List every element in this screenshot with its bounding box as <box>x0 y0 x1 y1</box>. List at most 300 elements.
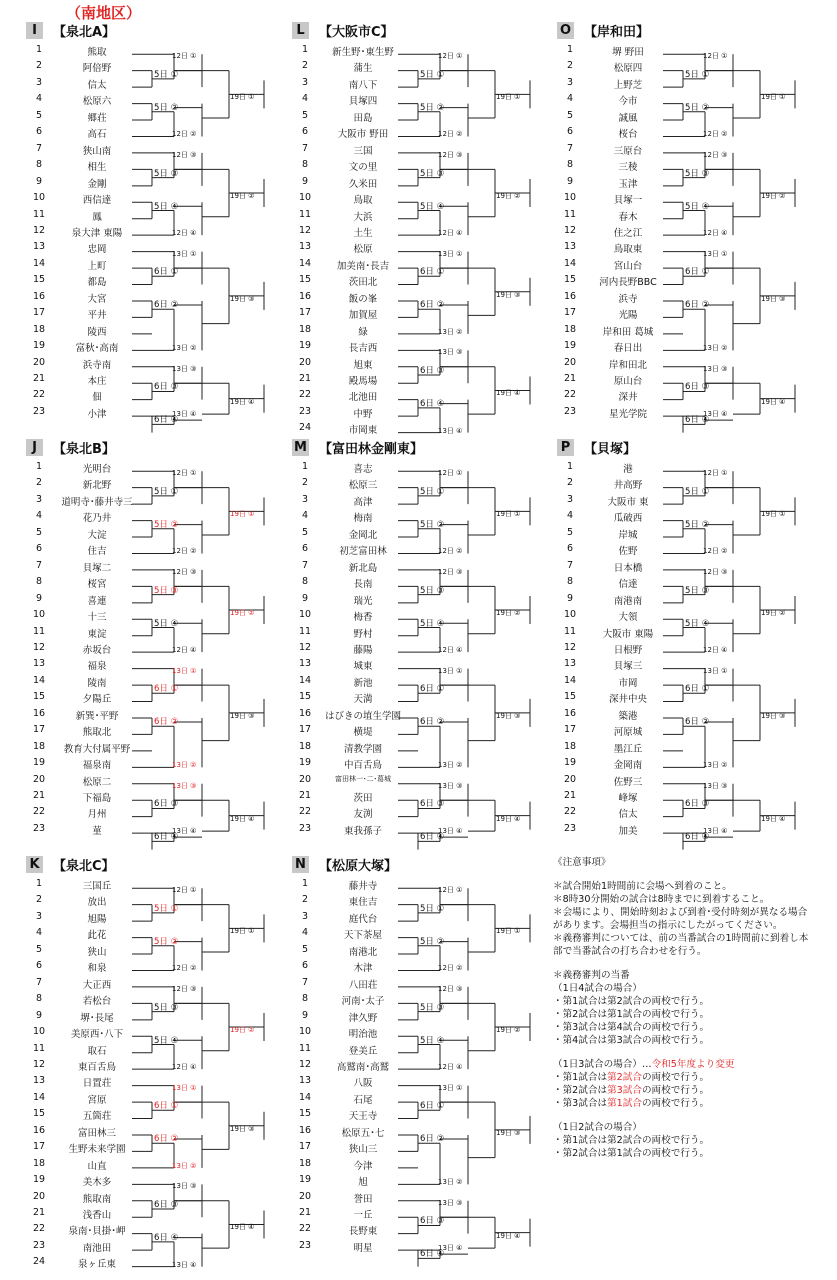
school-name: 東我孫子 <box>343 825 382 837</box>
school-name: 日本橋 <box>613 562 643 574</box>
school-name: 新生野･東生野 <box>332 47 394 58</box>
school-name: 津久野 <box>348 1012 378 1024</box>
match-date-label: 13日 ③ <box>172 364 197 373</box>
school-name: はびきの埴生学園 <box>324 710 401 722</box>
match-date-label: 13日 ③ <box>438 348 463 357</box>
seed-number: 6 <box>35 960 43 972</box>
school-name: 北池田 <box>348 392 378 404</box>
school-name: 下福島 <box>82 793 112 804</box>
seed-number: 21 <box>298 373 312 384</box>
school-name: 長吉西 <box>348 343 378 355</box>
match-date-label: 19日 ② <box>761 609 786 618</box>
seed-number: 18 <box>32 740 46 752</box>
seed-number: 14 <box>32 674 46 686</box>
school-name: 佃 <box>92 392 102 404</box>
match-date-label: 6日 ① <box>154 267 179 278</box>
match-date-label: 12日 ④ <box>172 1063 197 1072</box>
seed-number: 11 <box>298 625 312 637</box>
seed-number: 4 <box>566 510 574 522</box>
school-name: 瑞光 <box>353 595 373 607</box>
school-name: 狭山三 <box>348 1144 378 1156</box>
seed-number: 19 <box>298 757 312 769</box>
seed-number: 14 <box>563 674 577 686</box>
match-date-label: 19日 ① <box>496 927 521 936</box>
school-name: 高津 <box>353 496 373 508</box>
seed-number: 7 <box>566 142 574 154</box>
school-name: 新巽･平野 <box>75 710 119 722</box>
seed-number: 5 <box>35 526 43 538</box>
school-name: 此花 <box>87 930 107 942</box>
school-name: 加美南･長吉 <box>336 260 390 272</box>
match-date-label: 5日 ① <box>154 486 179 497</box>
school-name: 大阪市 野田 <box>337 129 389 141</box>
school-name: 南池田 <box>82 1242 112 1254</box>
block-letter: L <box>292 22 309 39</box>
seed-number: 13 <box>563 658 577 670</box>
school-name: 三稜 <box>618 162 638 174</box>
seed-number: 23 <box>32 822 46 834</box>
match-date-label: 5日 ③ <box>420 168 445 179</box>
duty-title: ＊義務審判の当番 <box>553 970 630 981</box>
seed-number: 23 <box>563 822 577 834</box>
seed-number: 13 <box>298 1075 312 1087</box>
seed-number: 23 <box>563 405 577 417</box>
seed-number: 16 <box>563 290 577 302</box>
school-name: 山直 <box>87 1160 107 1172</box>
seed-number: 18 <box>32 1157 46 1169</box>
match-date-label: 13日 ② <box>438 761 463 770</box>
seed-number: 2 <box>566 477 574 489</box>
seed-number: 12 <box>32 224 46 236</box>
seed-number: 11 <box>32 1042 46 1054</box>
match-date-label: 5日 ④ <box>420 201 445 212</box>
school-name: 大阪市 東 <box>607 496 649 508</box>
seed-number: 3 <box>35 910 43 922</box>
match-date-label: 5日 ① <box>420 486 445 497</box>
school-name: 南八下 <box>348 79 378 91</box>
match-date-label: 19日 ② <box>230 192 255 201</box>
block-letter: I <box>26 22 43 39</box>
match-date-label: 12日 ① <box>438 469 463 478</box>
seed-number: 10 <box>298 192 312 204</box>
seed-number: 15 <box>298 274 312 286</box>
school-name: 緑 <box>358 326 368 338</box>
school-name: 今市 <box>618 96 638 108</box>
seed-number: 8 <box>301 576 309 588</box>
school-name: 金岡北 <box>348 529 378 541</box>
school-name: 茨田北 <box>348 277 378 289</box>
school-name: 蒲生 <box>353 63 373 75</box>
seed-number: 1 <box>35 878 43 889</box>
match-date-label: 13日 ④ <box>438 426 463 435</box>
match-date-label: 12日 ② <box>703 130 728 139</box>
school-name: 高石 <box>87 129 107 141</box>
school-name: 旭 <box>358 1177 368 1189</box>
school-name: 菫 <box>92 825 102 837</box>
school-name: 大阪市 東陽 <box>602 628 654 640</box>
seed-number: 13 <box>32 658 46 670</box>
school-name: 星光学院 <box>608 408 647 420</box>
match-date-label: 5日 ③ <box>420 585 445 596</box>
seed-number: 10 <box>32 192 46 204</box>
match-date-label: 12日 ③ <box>703 567 728 576</box>
match-date-label: 12日 ② <box>703 547 728 556</box>
case3-change-note: 令和5年度より変更 <box>651 1059 735 1070</box>
match-date-label: 19日 ① <box>761 93 786 102</box>
notes-panel <box>553 856 813 1160</box>
seed-number: 14 <box>32 257 46 269</box>
match-date-label: 12日 ② <box>172 547 197 556</box>
seed-number: 8 <box>35 576 43 588</box>
seed-number: 22 <box>32 1223 46 1235</box>
school-name: 上野芝 <box>613 79 643 91</box>
match-date-label: 5日 ② <box>154 519 179 530</box>
match-date-label: 12日 ② <box>438 964 463 973</box>
school-name: 岸和田北 <box>608 359 647 371</box>
match-date-label: 19日 ③ <box>496 1128 521 1137</box>
seed-number: 22 <box>563 806 577 818</box>
block-name: 【貝塚】 <box>584 442 637 457</box>
match-date-label: 6日 ③ <box>685 382 710 393</box>
seed-number: 21 <box>563 790 577 801</box>
match-date-label: 6日 ③ <box>685 799 710 810</box>
seed-number: 3 <box>35 493 43 505</box>
school-name: 天下茶屋 <box>343 930 382 942</box>
match-date-label: 13日 ③ <box>172 781 197 790</box>
match-date-label: 13日 ① <box>438 249 463 258</box>
match-date-label: 6日 ③ <box>420 1216 445 1227</box>
case2-item: ・第1試合は第2試合の両校で行う。 <box>553 1135 710 1146</box>
match-date-label: 6日 ③ <box>154 799 179 810</box>
seed-number: 13 <box>298 241 312 253</box>
seed-number: 1 <box>301 878 309 889</box>
school-name: 狭山南 <box>82 145 112 157</box>
seed-number: 6 <box>35 126 43 138</box>
seed-number: 20 <box>32 773 46 785</box>
match-date-label: 19日 ① <box>761 510 786 519</box>
school-name: 貝塚一 <box>613 195 643 207</box>
school-name: 誉田 <box>353 1193 373 1205</box>
match-date-label: 5日 ④ <box>685 201 710 212</box>
seed-number: 5 <box>35 109 43 121</box>
school-name: 墨江丘 <box>613 743 643 755</box>
school-name: 美原西･八下 <box>70 1029 124 1041</box>
school-name: 忠岡 <box>87 244 107 256</box>
match-date-label: 13日 ② <box>438 1178 463 1187</box>
school-name: 信太 <box>618 809 638 821</box>
seed-number: 23 <box>32 405 46 417</box>
seed-number: 19 <box>298 340 312 352</box>
seed-number: 10 <box>563 609 577 621</box>
match-date-label: 12日 ③ <box>438 984 463 993</box>
school-name: 梅香 <box>353 612 373 624</box>
school-name: 住吉 <box>87 546 107 558</box>
seed-number: 12 <box>563 641 577 653</box>
school-name: 阿倍野 <box>82 63 112 75</box>
match-date-label: 5日 ④ <box>154 1035 179 1046</box>
match-date-label: 19日 ③ <box>496 290 521 299</box>
match-date-label: 6日 ① <box>685 267 710 278</box>
seed-number: 21 <box>563 373 577 384</box>
match-date-label: 12日 ② <box>172 964 197 973</box>
seed-number: 15 <box>563 274 577 286</box>
school-name: 三原台 <box>613 145 643 157</box>
match-date-label: 19日 ① <box>496 93 521 102</box>
school-name: 佐野 <box>618 546 638 558</box>
school-name: 城東 <box>353 661 373 673</box>
school-name: 登美丘 <box>348 1045 378 1057</box>
school-name: 平井 <box>87 310 107 322</box>
seed-number: 1 <box>566 44 574 55</box>
match-date-label: 5日 ④ <box>420 1035 445 1046</box>
match-date-label: 6日 ④ <box>420 832 445 843</box>
match-date-label: 13日 ① <box>703 249 728 258</box>
match-date-label: 12日 ① <box>438 886 463 895</box>
seed-number: 21 <box>298 790 312 801</box>
school-name: 横堤 <box>353 727 373 739</box>
seed-number: 13 <box>32 241 46 253</box>
match-date-label: 13日 ④ <box>438 827 463 836</box>
seed-number: 9 <box>301 1009 309 1021</box>
match-date-label: 13日 ③ <box>438 1198 463 1207</box>
match-date-label: 12日 ③ <box>172 150 197 159</box>
bracket-block-M <box>290 439 550 859</box>
seed-number: 15 <box>32 691 46 703</box>
match-date-label: 5日 ④ <box>685 618 710 629</box>
school-name: 熊取南 <box>82 1193 112 1205</box>
seed-number: 2 <box>301 894 309 906</box>
case3-highlight: 第1試合 <box>607 1098 642 1109</box>
school-name: 鳳 <box>92 211 102 223</box>
seed-number: 7 <box>35 559 43 571</box>
seed-number: 13 <box>563 241 577 253</box>
match-date-label: 6日 ③ <box>420 799 445 810</box>
school-name: 木津 <box>353 963 373 975</box>
match-date-label: 13日 ① <box>438 1083 463 1092</box>
seed-number: 10 <box>563 192 577 204</box>
match-date-label: 12日 ④ <box>438 646 463 655</box>
bracket-block-O <box>555 22 815 442</box>
school-name: 住之江 <box>613 227 643 239</box>
match-date-label: 19日 ④ <box>761 814 786 823</box>
seed-number: 9 <box>566 592 574 604</box>
school-name: 井高野 <box>613 480 643 492</box>
match-date-label: 6日 ④ <box>685 415 710 426</box>
seed-number: 16 <box>32 1124 46 1136</box>
match-date-label: 5日 ③ <box>154 168 179 179</box>
bracket-block-L <box>290 22 550 442</box>
school-name: 上町 <box>87 260 107 272</box>
case2-item: ・第2試合は第1試合の両校で行う。 <box>553 1148 710 1159</box>
match-date-label: 12日 ② <box>172 130 197 139</box>
school-name: 陵西 <box>87 326 107 338</box>
case3-title <box>553 1058 813 1071</box>
match-date-label: 6日 ② <box>685 717 710 728</box>
school-name: 誠風 <box>618 112 638 124</box>
match-date-label: 13日 ① <box>172 1083 197 1092</box>
school-name: 赤坂台 <box>82 644 112 656</box>
match-date-label: 19日 ③ <box>761 711 786 720</box>
school-name: 富秋･高南 <box>75 343 119 355</box>
seed-number: 4 <box>301 927 309 939</box>
match-date-label: 12日 ② <box>438 130 463 139</box>
seed-number: 4 <box>301 93 309 105</box>
school-name: 初芝富田林 <box>339 546 387 558</box>
school-name: 福泉南 <box>82 760 112 772</box>
seed-number: 11 <box>298 208 312 220</box>
match-date-label: 13日 ④ <box>172 1260 197 1269</box>
match-date-label: 19日 ③ <box>761 294 786 303</box>
match-date-label: 6日 ④ <box>420 398 445 409</box>
school-name: 松原 <box>353 244 373 256</box>
case3-highlight: 第2試合 <box>607 1072 642 1083</box>
school-name: 新北島 <box>348 562 378 574</box>
seed-number: 17 <box>563 307 577 319</box>
case3-text: の両校で行う。 <box>641 1085 710 1096</box>
match-date-label: 5日 ③ <box>685 585 710 596</box>
seed-number: 18 <box>563 323 577 335</box>
seed-number: 21 <box>32 373 46 384</box>
school-name: 道明寺･藤井寺三 <box>61 496 133 508</box>
school-name: 中百舌鳥 <box>343 760 382 772</box>
match-date-label: 19日 ② <box>496 609 521 618</box>
school-name: 河南･太子 <box>341 996 385 1008</box>
seed-number: 8 <box>35 159 43 171</box>
school-name: 加賀屋 <box>348 310 378 322</box>
block-name: 【富田林金剛東】 <box>319 442 424 457</box>
school-name: 十三 <box>87 612 107 624</box>
seed-number: 3 <box>566 493 574 505</box>
school-name: 松原六 <box>82 96 112 108</box>
seed-number: 20 <box>298 1190 312 1202</box>
seed-number: 15 <box>563 691 577 703</box>
bracket-block-K <box>24 856 284 1276</box>
seed-number: 20 <box>298 773 312 785</box>
match-date-label: 6日 ③ <box>420 366 445 376</box>
case3-text: ・第2試合は <box>553 1085 608 1096</box>
seed-number: 24 <box>298 422 312 434</box>
seed-number: 7 <box>301 559 309 571</box>
case4-item: ・第2試合は第1試合の両校で行う。 <box>553 1009 710 1020</box>
seed-number: 10 <box>298 609 312 621</box>
school-name: 大浜 <box>353 211 373 223</box>
seed-number: 24 <box>32 1256 46 1268</box>
school-name: 河内長野BBC <box>599 277 657 289</box>
case3-text: の両校で行う。 <box>641 1072 710 1083</box>
seed-number: 15 <box>298 691 312 703</box>
school-name: 貝塚三 <box>613 661 643 673</box>
school-name: 相生 <box>87 162 107 174</box>
match-date-label: 12日 ③ <box>172 984 197 993</box>
match-date-label: 12日 ① <box>172 469 197 478</box>
notes-title: 《注意事項》 <box>553 857 611 868</box>
seed-number: 19 <box>32 1174 46 1186</box>
seed-number: 23 <box>298 822 312 834</box>
school-name: 陵南 <box>87 677 107 689</box>
school-name: 旭東 <box>353 359 373 371</box>
bracket-block-P <box>555 439 815 859</box>
school-name: 瓜破西 <box>613 513 643 525</box>
seed-number: 14 <box>563 257 577 269</box>
seed-number: 16 <box>298 290 312 302</box>
bracket-block-J <box>24 439 284 859</box>
seed-number: 4 <box>35 93 43 105</box>
seed-number: 2 <box>35 894 43 906</box>
school-name: 若松台 <box>82 996 112 1008</box>
school-name: 日根野 <box>613 644 643 656</box>
seed-number: 6 <box>301 960 309 972</box>
school-name: 梅南 <box>353 513 373 525</box>
seed-number: 2 <box>566 60 574 72</box>
match-date-label: 12日 ① <box>438 52 463 61</box>
seed-number: 9 <box>35 1009 43 1021</box>
match-date-label: 6日 ① <box>154 1101 179 1112</box>
seed-number: 8 <box>35 993 43 1005</box>
seed-number: 12 <box>32 641 46 653</box>
seed-number: 17 <box>298 1141 312 1153</box>
seed-number: 9 <box>35 175 43 187</box>
match-date-label: 19日 ④ <box>230 397 255 406</box>
match-date-label: 5日 ③ <box>154 1002 179 1013</box>
seed-number: 5 <box>301 109 309 121</box>
match-date-label: 5日 ① <box>154 69 179 80</box>
case3-item <box>553 1084 813 1097</box>
seed-number: 11 <box>563 625 577 637</box>
case3-text: の両校で行う。 <box>641 1098 710 1109</box>
seed-number: 5 <box>566 526 574 538</box>
seed-number: 12 <box>32 1058 46 1070</box>
school-name: 田島 <box>353 112 373 124</box>
match-date-label: 5日 ③ <box>154 585 179 596</box>
match-date-label: 13日 ② <box>172 1161 197 1170</box>
school-name: 天満 <box>353 694 373 706</box>
school-name: 東百舌鳥 <box>77 1061 116 1073</box>
match-date-label: 5日 ② <box>420 102 445 113</box>
school-name: 美木多 <box>82 1177 112 1189</box>
seed-number: 20 <box>32 356 46 368</box>
school-name: 三国丘 <box>82 881 112 892</box>
match-date-label: 5日 ④ <box>154 201 179 212</box>
school-name: 大領 <box>618 612 638 624</box>
match-date-label: 19日 ① <box>230 93 255 102</box>
seed-number: 20 <box>563 773 577 785</box>
seed-number: 14 <box>32 1091 46 1103</box>
seed-number: 18 <box>298 323 312 335</box>
seed-number: 10 <box>32 1026 46 1038</box>
match-date-label: 12日 ① <box>703 469 728 478</box>
case4-item: ・第1試合は第2試合の両校で行う。 <box>553 996 710 1007</box>
school-name: 泉南･貝掛･岬 <box>68 1226 126 1238</box>
school-name: 放出 <box>87 897 107 909</box>
match-date-label: 13日 ① <box>703 666 728 675</box>
seed-number: 21 <box>32 790 46 801</box>
seed-number: 17 <box>32 724 46 736</box>
match-date-label: 6日 ③ <box>154 1200 179 1210</box>
seed-number: 7 <box>35 142 43 154</box>
seed-number: 20 <box>563 356 577 368</box>
seed-number: 15 <box>32 274 46 286</box>
seed-number: 19 <box>563 757 577 769</box>
match-date-label: 6日 ① <box>685 684 710 695</box>
match-date-label: 6日 ④ <box>154 1232 179 1243</box>
match-date-label: 6日 ① <box>420 1101 445 1112</box>
match-date-label: 6日 ② <box>420 717 445 728</box>
note-item: ＊会場により、開始時刻および到着･受付時刻が異なる場合があります。会場担当の指示にしたがってください。 <box>553 907 808 931</box>
school-name: 港 <box>623 464 633 475</box>
seed-number: 1 <box>566 461 574 472</box>
block-letter: J <box>26 439 43 456</box>
seed-number: 3 <box>566 76 574 88</box>
